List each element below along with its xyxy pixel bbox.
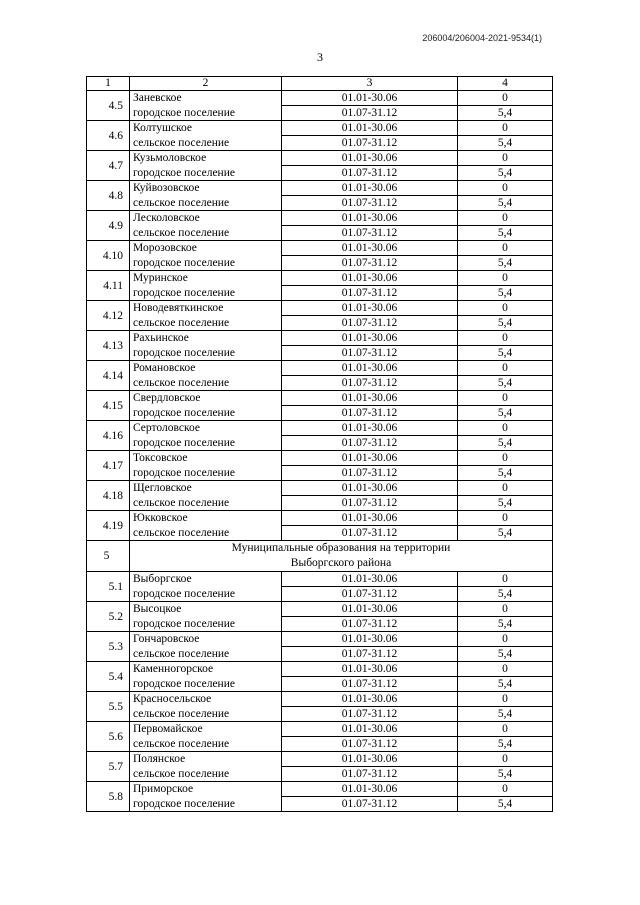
period-cell: 01.07-31.12 (282, 286, 458, 301)
municipality-type: сельское поселение (130, 526, 282, 541)
municipality-type: городское поселение (130, 587, 282, 602)
value-cell: 0 (458, 271, 553, 286)
municipality-type: городское поселение (130, 797, 282, 812)
municipality-type: сельское поселение (130, 707, 282, 722)
municipality-type: сельское поселение (130, 737, 282, 752)
municipality-type: городское поселение (130, 436, 282, 451)
table-row (87, 346, 553, 361)
value-cell: 0 (458, 121, 553, 136)
row-number: 5.3 (87, 632, 130, 662)
table-row (87, 587, 553, 602)
municipality-type: городское поселение (130, 166, 282, 181)
row-number: 4.5 (87, 91, 130, 121)
period-cell: 01.01-30.06 (282, 511, 458, 526)
value-cell: 5,4 (458, 647, 553, 662)
value-cell: 5,4 (458, 707, 553, 722)
period-cell: 01.07-31.12 (282, 587, 458, 602)
table-row (87, 271, 553, 286)
municipality-name: Первомайское (130, 722, 282, 737)
value-cell: 5,4 (458, 316, 553, 331)
value-cell: 0 (458, 181, 553, 196)
table-row (87, 797, 553, 812)
period-cell: 01.01-30.06 (282, 632, 458, 647)
table-row (87, 617, 553, 632)
row-number: 4.7 (87, 151, 130, 181)
value-cell: 0 (458, 211, 553, 226)
row-number: 4.15 (87, 391, 130, 421)
value-cell: 0 (458, 361, 553, 376)
value-cell: 5,4 (458, 767, 553, 782)
period-cell: 01.07-31.12 (282, 647, 458, 662)
value-cell: 0 (458, 602, 553, 617)
row-number: 4.13 (87, 331, 130, 361)
period-cell: 01.07-31.12 (282, 526, 458, 541)
table-row (87, 91, 553, 106)
table-row (87, 196, 553, 211)
municipality-type: городское поселение (130, 256, 282, 271)
municipality-name: Лесколовское (130, 211, 282, 226)
table-row (87, 451, 553, 466)
municipality-type: городское поселение (130, 406, 282, 421)
period-cell: 01.01-30.06 (282, 752, 458, 767)
table-row (87, 376, 553, 391)
row-number: 4.11 (87, 271, 130, 301)
value-cell: 5,4 (458, 797, 553, 812)
table-row (87, 511, 553, 526)
table-row (87, 722, 553, 737)
municipality-name: Приморское (130, 782, 282, 797)
value-cell: 5,4 (458, 286, 553, 301)
table-row (87, 226, 553, 241)
period-cell: 01.07-31.12 (282, 436, 458, 451)
table-row (87, 782, 553, 797)
period-cell: 01.07-31.12 (282, 256, 458, 271)
table-row (87, 121, 553, 136)
period-cell: 01.01-30.06 (282, 241, 458, 256)
value-cell: 0 (458, 481, 553, 496)
period-cell: 01.07-31.12 (282, 376, 458, 391)
municipality-type: сельское поселение (130, 767, 282, 782)
municipality-name: Морозовское (130, 241, 282, 256)
period-cell: 01.01-30.06 (282, 301, 458, 316)
value-cell: 0 (458, 151, 553, 166)
municipality-type: сельское поселение (130, 376, 282, 391)
header-row (87, 77, 553, 91)
municipality-type: городское поселение (130, 106, 282, 121)
section-row (87, 541, 553, 572)
table-row (87, 301, 553, 316)
period-cell: 01.07-31.12 (282, 106, 458, 121)
table-row (87, 647, 553, 662)
municipality-name: Высоцкое (130, 602, 282, 617)
period-cell: 01.01-30.06 (282, 271, 458, 286)
period-cell: 01.07-31.12 (282, 406, 458, 421)
value-cell: 0 (458, 511, 553, 526)
table-row (87, 286, 553, 301)
table-row (87, 466, 553, 481)
municipality-name: Кузьмоловское (130, 151, 282, 166)
value-cell: 0 (458, 241, 553, 256)
row-number: 4.8 (87, 181, 130, 211)
table-row (87, 707, 553, 722)
section-title-line-1: Муниципальные образования на территории (231, 542, 451, 554)
table-row (87, 481, 553, 496)
period-cell: 01.07-31.12 (282, 496, 458, 511)
municipality-type: сельское поселение (130, 647, 282, 662)
period-cell: 01.01-30.06 (282, 331, 458, 346)
period-cell: 01.07-31.12 (282, 316, 458, 331)
row-number: 4.9 (87, 211, 130, 241)
table-row (87, 526, 553, 541)
row-number: 5.4 (87, 662, 130, 692)
document-id: 206004/206004-2021-9534(1) (422, 33, 542, 43)
municipality-name: Щегловское (130, 481, 282, 496)
period-cell: 01.07-31.12 (282, 737, 458, 752)
municipality-type: сельское поселение (130, 496, 282, 511)
table-row (87, 572, 553, 587)
value-cell: 0 (458, 782, 553, 797)
value-cell: 5,4 (458, 376, 553, 391)
section-title-line-2: Выборгского района (290, 557, 392, 569)
row-number: 5.2 (87, 602, 130, 632)
value-cell: 0 (458, 632, 553, 647)
period-cell: 01.07-31.12 (282, 346, 458, 361)
value-cell: 5,4 (458, 587, 553, 602)
header-cell-1: 1 (87, 77, 130, 91)
municipality-name: Выборгское (130, 572, 282, 587)
municipality-name: Сертоловское (130, 421, 282, 436)
municipality-type: сельское поселение (130, 196, 282, 211)
row-number: 4.12 (87, 301, 130, 331)
value-cell: 5,4 (458, 617, 553, 632)
header-cell-3: 3 (282, 77, 458, 91)
table-row (87, 391, 553, 406)
period-cell: 01.01-30.06 (282, 91, 458, 106)
table-row (87, 151, 553, 166)
municipality-name: Колтушское (130, 121, 282, 136)
table-row (87, 632, 553, 647)
municipality-type: сельское поселение (130, 226, 282, 241)
table-row (87, 181, 553, 196)
tariff-table (86, 76, 553, 812)
row-number: 4.6 (87, 121, 130, 151)
value-cell: 0 (458, 572, 553, 587)
value-cell: 5,4 (458, 106, 553, 121)
table-row (87, 136, 553, 151)
value-cell: 5,4 (458, 256, 553, 271)
municipality-name: Муринское (130, 271, 282, 286)
value-cell: 5,4 (458, 677, 553, 692)
municipality-name: Юкковское (130, 511, 282, 526)
value-cell: 5,4 (458, 496, 553, 511)
table-row (87, 602, 553, 617)
value-cell: 5,4 (458, 406, 553, 421)
period-cell: 01.01-30.06 (282, 181, 458, 196)
row-number: 5.7 (87, 752, 130, 782)
value-cell: 0 (458, 331, 553, 346)
value-cell: 5,4 (458, 346, 553, 361)
row-number: 4.14 (87, 361, 130, 391)
period-cell: 01.01-30.06 (282, 421, 458, 436)
value-cell: 0 (458, 662, 553, 677)
period-cell: 01.07-31.12 (282, 677, 458, 692)
row-number: 4.18 (87, 481, 130, 511)
municipality-name: Токсовское (130, 451, 282, 466)
period-cell: 01.01-30.06 (282, 572, 458, 587)
municipality-type: городское поселение (130, 617, 282, 632)
municipality-name: Гончаровское (130, 632, 282, 647)
period-cell: 01.01-30.06 (282, 782, 458, 797)
period-cell: 01.07-31.12 (282, 767, 458, 782)
period-cell: 01.01-30.06 (282, 211, 458, 226)
section-title (130, 541, 553, 572)
table-row (87, 361, 553, 376)
period-cell: 01.01-30.06 (282, 662, 458, 677)
table-row (87, 692, 553, 707)
municipality-type: сельское поселение (130, 136, 282, 151)
municipality-type: городское поселение (130, 346, 282, 361)
period-cell: 01.01-30.06 (282, 692, 458, 707)
table-row (87, 767, 553, 782)
row-number: 4.10 (87, 241, 130, 271)
value-cell: 5,4 (458, 196, 553, 211)
period-cell: 01.01-30.06 (282, 722, 458, 737)
period-cell: 01.07-31.12 (282, 136, 458, 151)
municipality-name: Полянское (130, 752, 282, 767)
value-cell: 5,4 (458, 226, 553, 241)
municipality-name: Куйвозовское (130, 181, 282, 196)
municipality-type: городское поселение (130, 466, 282, 481)
table-row (87, 436, 553, 451)
section-number: 5 (87, 541, 130, 572)
municipality-name: Романовское (130, 361, 282, 376)
table-row (87, 166, 553, 181)
table-row (87, 496, 553, 511)
period-cell: 01.07-31.12 (282, 196, 458, 211)
municipality-type: городское поселение (130, 677, 282, 692)
table-row (87, 316, 553, 331)
municipality-name: Рахьинское (130, 331, 282, 346)
table-row (87, 256, 553, 271)
period-cell: 01.07-31.12 (282, 797, 458, 812)
period-cell: 01.01-30.06 (282, 391, 458, 406)
table-row (87, 406, 553, 421)
value-cell: 5,4 (458, 166, 553, 181)
period-cell: 01.01-30.06 (282, 361, 458, 376)
table-row (87, 421, 553, 436)
table-row (87, 211, 553, 226)
municipality-name: Новодевяткинское (130, 301, 282, 316)
table-row (87, 737, 553, 752)
period-cell: 01.07-31.12 (282, 166, 458, 181)
period-cell: 01.01-30.06 (282, 602, 458, 617)
table-row (87, 752, 553, 767)
table-row (87, 331, 553, 346)
period-cell: 01.07-31.12 (282, 707, 458, 722)
row-number: 4.16 (87, 421, 130, 451)
header-cell-4: 4 (458, 77, 553, 91)
value-cell: 5,4 (458, 136, 553, 151)
period-cell: 01.07-31.12 (282, 226, 458, 241)
table-body (87, 77, 553, 812)
value-cell: 0 (458, 722, 553, 737)
value-cell: 5,4 (458, 526, 553, 541)
period-cell: 01.01-30.06 (282, 121, 458, 136)
period-cell: 01.01-30.06 (282, 151, 458, 166)
table-row (87, 241, 553, 256)
row-number: 4.19 (87, 511, 130, 541)
row-number: 5.6 (87, 722, 130, 752)
municipality-name: Свердловское (130, 391, 282, 406)
municipality-name: Каменногорское (130, 662, 282, 677)
value-cell: 5,4 (458, 436, 553, 451)
table-row (87, 662, 553, 677)
table-row (87, 106, 553, 121)
value-cell: 0 (458, 692, 553, 707)
value-cell: 0 (458, 421, 553, 436)
value-cell: 0 (458, 451, 553, 466)
period-cell: 01.07-31.12 (282, 466, 458, 481)
value-cell: 0 (458, 391, 553, 406)
value-cell: 0 (458, 91, 553, 106)
row-number: 4.17 (87, 451, 130, 481)
period-cell: 01.01-30.06 (282, 451, 458, 466)
period-cell: 01.07-31.12 (282, 617, 458, 632)
value-cell: 5,4 (458, 737, 553, 752)
value-cell: 5,4 (458, 466, 553, 481)
row-number: 5.8 (87, 782, 130, 812)
table-row (87, 677, 553, 692)
municipality-type: городское поселение (130, 286, 282, 301)
row-number: 5.5 (87, 692, 130, 722)
header-cell-2: 2 (130, 77, 282, 91)
period-cell: 01.01-30.06 (282, 481, 458, 496)
value-cell: 0 (458, 752, 553, 767)
row-number: 5.1 (87, 572, 130, 602)
municipality-name: Красносельское (130, 692, 282, 707)
page-number: 3 (317, 50, 323, 64)
value-cell: 0 (458, 301, 553, 316)
municipality-type: сельское поселение (130, 316, 282, 331)
municipality-name: Заневское (130, 91, 282, 106)
